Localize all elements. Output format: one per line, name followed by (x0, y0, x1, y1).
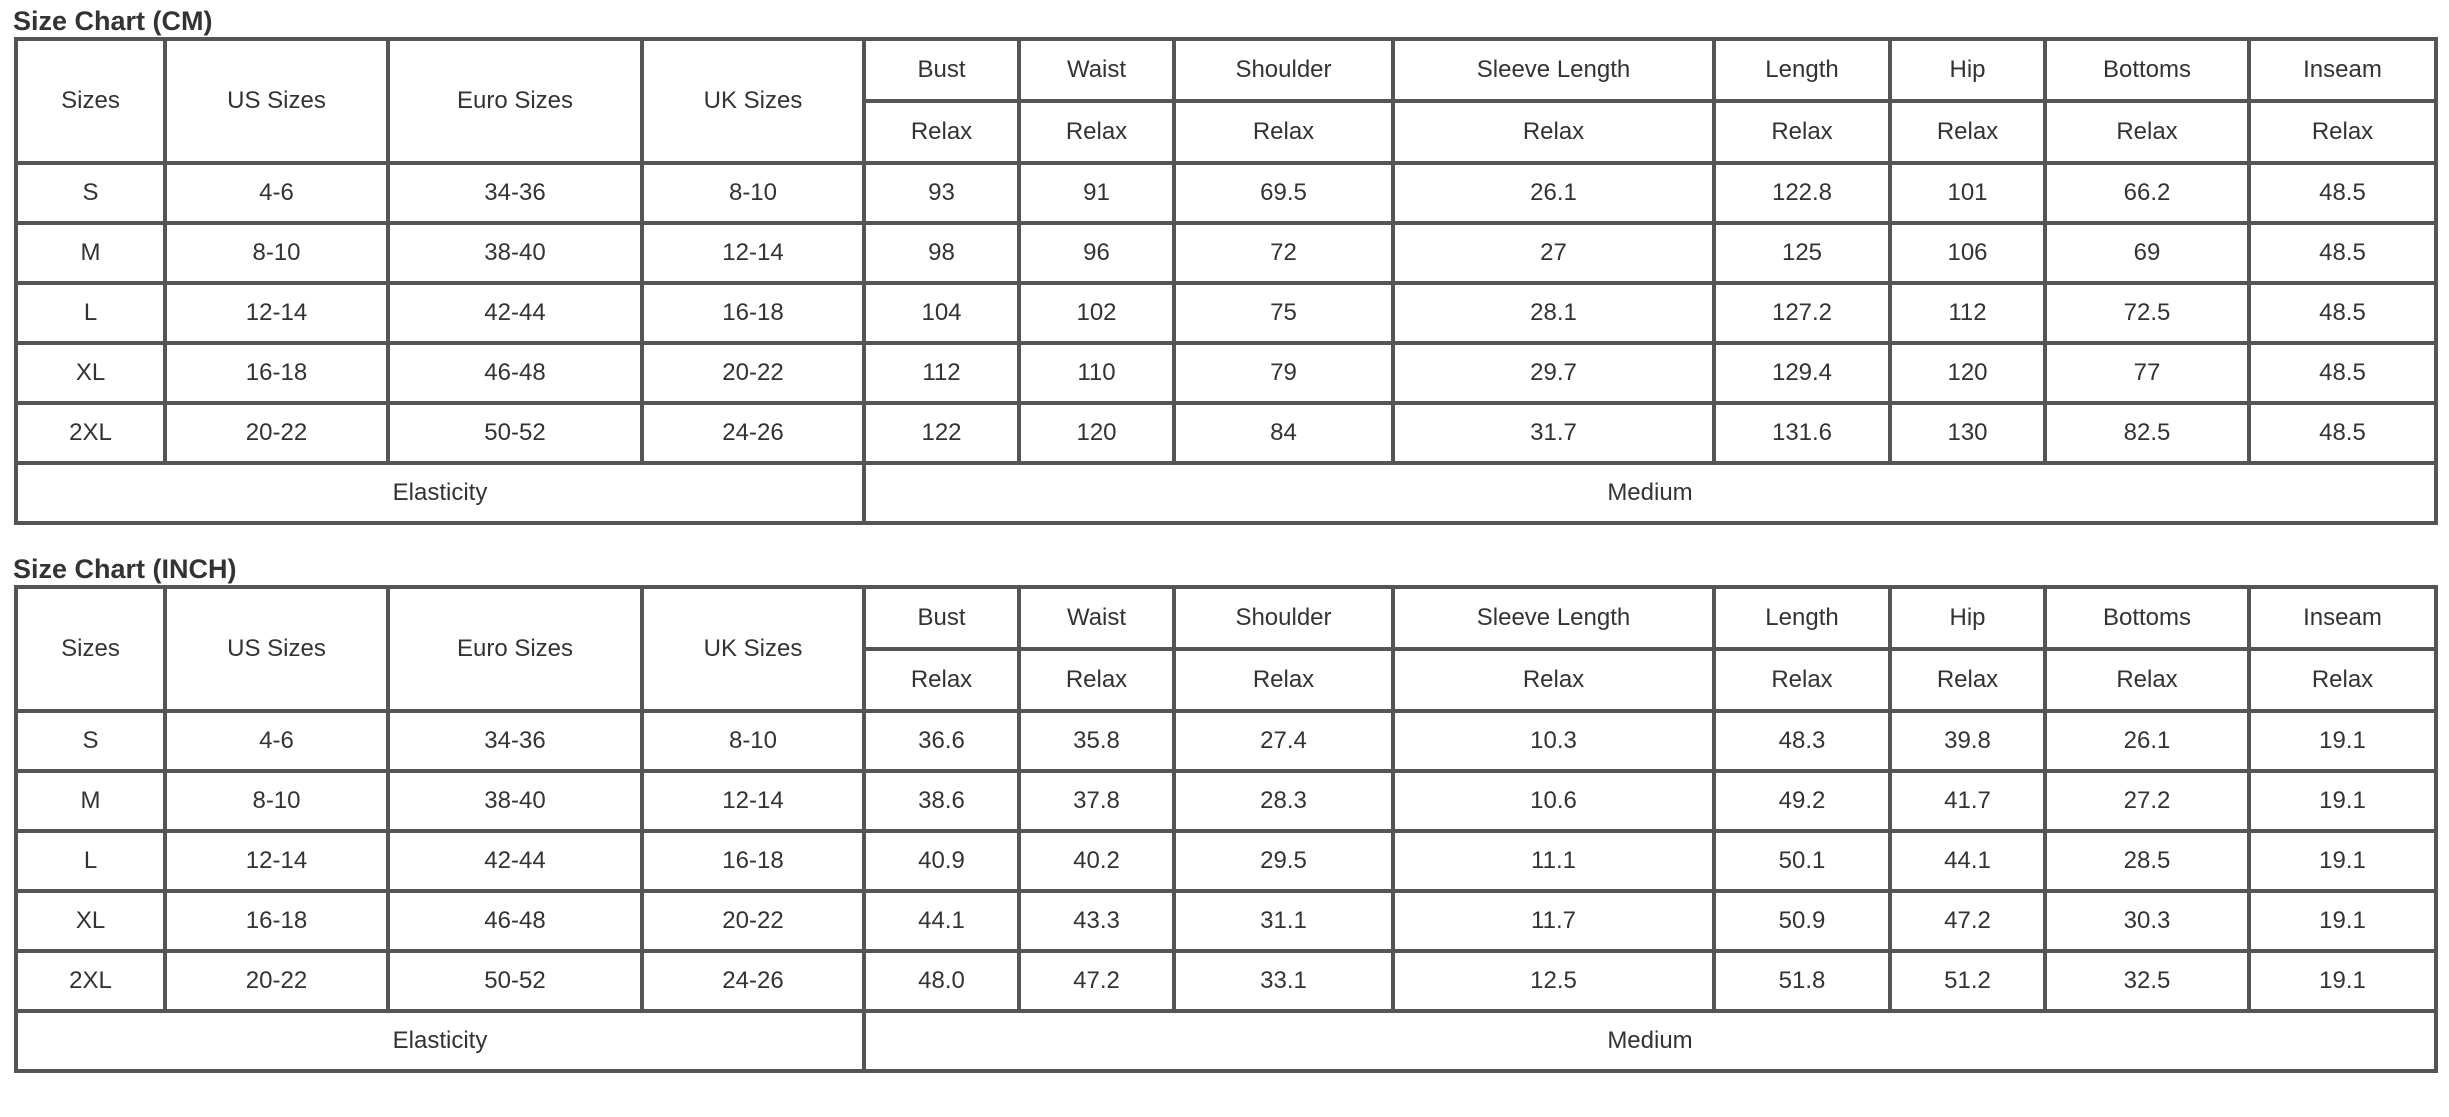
table-cell: 4-6 (165, 711, 388, 771)
table-cell: 31.7 (1393, 403, 1714, 463)
table-cell: 69 (2045, 223, 2249, 283)
header-inseam: Inseam (2249, 39, 2436, 101)
table-cell: 48.5 (2249, 163, 2436, 223)
table-cell: 34-36 (388, 163, 642, 223)
table-cell: 30.3 (2045, 891, 2249, 951)
table-cell: S (16, 711, 165, 771)
table-cell: 93 (864, 163, 1019, 223)
table-row (16, 891, 2436, 951)
table-row (16, 283, 2436, 343)
header-waist: Waist (1019, 587, 1174, 649)
table-cell: 42-44 (388, 283, 642, 343)
table-cell: 10.3 (1393, 711, 1714, 771)
table-cell: XL (16, 343, 165, 403)
table-cell: M (16, 771, 165, 831)
table-cell: 66.2 (2045, 163, 2249, 223)
table-cell: 102 (1019, 283, 1174, 343)
table-cell: 27 (1393, 223, 1714, 283)
table-cell: 38-40 (388, 771, 642, 831)
table-cell: 28.1 (1393, 283, 1714, 343)
size-table (14, 585, 2438, 1073)
table-cell: 101 (1890, 163, 2045, 223)
table-cell: 110 (1019, 343, 1174, 403)
table-cell: 26.1 (1393, 163, 1714, 223)
table-cell: 26.1 (2045, 711, 2249, 771)
table-cell: 75 (1174, 283, 1393, 343)
table-cell: 34-36 (388, 711, 642, 771)
table-cell: 72 (1174, 223, 1393, 283)
table-cell: L (16, 831, 165, 891)
table-cell: 4-6 (165, 163, 388, 223)
subheader-relax: Relax (864, 649, 1019, 711)
header-shoulder: Shoulder (1174, 587, 1393, 649)
table-cell: 51.8 (1714, 951, 1890, 1011)
table-row (16, 403, 2436, 463)
header-row (16, 587, 2436, 649)
table-cell: 27.4 (1174, 711, 1393, 771)
table-cell: 96 (1019, 223, 1174, 283)
table-cell: 48.5 (2249, 283, 2436, 343)
subheader-relax: Relax (864, 101, 1019, 163)
table-cell: 8-10 (642, 711, 864, 771)
table-cell: 77 (2045, 343, 2249, 403)
table-cell: 40.9 (864, 831, 1019, 891)
table-cell: 31.1 (1174, 891, 1393, 951)
table-cell: 46-48 (388, 891, 642, 951)
subheader-relax: Relax (2249, 649, 2436, 711)
table-cell: 79 (1174, 343, 1393, 403)
table-cell: 112 (1890, 283, 2045, 343)
subheader-relax: Relax (1393, 649, 1714, 711)
table-cell: 20-22 (642, 343, 864, 403)
table-cell: XL (16, 891, 165, 951)
table-row (16, 163, 2436, 223)
table-cell: 42-44 (388, 831, 642, 891)
table-cell: 29.7 (1393, 343, 1714, 403)
table-cell: 72.5 (2045, 283, 2249, 343)
header-waist: Waist (1019, 39, 1174, 101)
header-sizes: Sizes (16, 587, 165, 711)
table-cell: 28.3 (1174, 771, 1393, 831)
subheader-relax: Relax (1174, 101, 1393, 163)
table-cell: L (16, 283, 165, 343)
subheader-relax: Relax (2249, 101, 2436, 163)
table-cell: 20-22 (165, 951, 388, 1011)
table-cell: 12.5 (1393, 951, 1714, 1011)
chart-title: Size Chart (CM) (13, 6, 213, 36)
table-cell: 11.7 (1393, 891, 1714, 951)
elasticity-label: Elasticity (16, 1011, 864, 1071)
elasticity-value: Medium (864, 463, 2436, 523)
table-cell: 44.1 (864, 891, 1019, 951)
subheader-relax: Relax (1019, 101, 1174, 163)
table-cell: 19.1 (2249, 711, 2436, 771)
table-cell: 69.5 (1174, 163, 1393, 223)
elasticity-label: Elasticity (16, 463, 864, 523)
table-cell: 47.2 (1019, 951, 1174, 1011)
table-cell: 120 (1019, 403, 1174, 463)
table-cell: 36.6 (864, 711, 1019, 771)
table-cell: 2XL (16, 951, 165, 1011)
table-cell: 50.1 (1714, 831, 1890, 891)
header-sleeve-length: Sleeve Length (1393, 39, 1714, 101)
header-length: Length (1714, 39, 1890, 101)
header-shoulder: Shoulder (1174, 39, 1393, 101)
subheader-relax: Relax (1714, 649, 1890, 711)
footer-row (16, 463, 2436, 523)
elasticity-value: Medium (864, 1011, 2436, 1071)
table-cell: 120 (1890, 343, 2045, 403)
table-row (16, 951, 2436, 1011)
table-cell: 20-22 (165, 403, 388, 463)
table-cell: 43.3 (1019, 891, 1174, 951)
table-cell: 50-52 (388, 403, 642, 463)
table-cell: 12-14 (642, 223, 864, 283)
table-cell: 48.5 (2249, 223, 2436, 283)
table-cell: 40.2 (1019, 831, 1174, 891)
footer-row (16, 1011, 2436, 1071)
table-cell: 29.5 (1174, 831, 1393, 891)
header-uk-sizes: UK Sizes (642, 39, 864, 163)
table-cell: 38-40 (388, 223, 642, 283)
table-cell: 2XL (16, 403, 165, 463)
table-cell: 35.8 (1019, 711, 1174, 771)
chart-title: Size Chart (INCH) (13, 554, 237, 584)
subheader-relax: Relax (2045, 649, 2249, 711)
table-cell: 12-14 (165, 831, 388, 891)
header-bust: Bust (864, 587, 1019, 649)
table-cell: 122 (864, 403, 1019, 463)
header-us-sizes: US Sizes (165, 39, 388, 163)
table-cell: 44.1 (1890, 831, 2045, 891)
table-cell: 48.5 (2249, 403, 2436, 463)
table-cell: 19.1 (2249, 951, 2436, 1011)
header-us-sizes: US Sizes (165, 587, 388, 711)
table-cell: 131.6 (1714, 403, 1890, 463)
table-cell: 32.5 (2045, 951, 2249, 1011)
table-cell: 8-10 (165, 223, 388, 283)
table-cell: 50.9 (1714, 891, 1890, 951)
table-cell: 16-18 (165, 343, 388, 403)
table-cell: 19.1 (2249, 831, 2436, 891)
table-row (16, 711, 2436, 771)
table-cell: 129.4 (1714, 343, 1890, 403)
header-uk-sizes: UK Sizes (642, 587, 864, 711)
header-inseam: Inseam (2249, 587, 2436, 649)
subheader-relax: Relax (1019, 649, 1174, 711)
table-cell: 127.2 (1714, 283, 1890, 343)
table-cell: 8-10 (165, 771, 388, 831)
table-cell: 47.2 (1890, 891, 2045, 951)
table-cell: 48.3 (1714, 711, 1890, 771)
header-euro-sizes: Euro Sizes (388, 39, 642, 163)
table-cell: 12-14 (165, 283, 388, 343)
table-cell: 84 (1174, 403, 1393, 463)
table-cell: 82.5 (2045, 403, 2249, 463)
subheader-relax: Relax (1393, 101, 1714, 163)
table-cell: 98 (864, 223, 1019, 283)
table-cell: 28.5 (2045, 831, 2249, 891)
subheader-relax: Relax (2045, 101, 2249, 163)
table-cell: 125 (1714, 223, 1890, 283)
table-cell: 51.2 (1890, 951, 2045, 1011)
size-table (14, 37, 2438, 525)
header-sleeve-length: Sleeve Length (1393, 587, 1714, 649)
header-bottoms: Bottoms (2045, 587, 2249, 649)
subheader-relax: Relax (1890, 649, 2045, 711)
table-cell: 130 (1890, 403, 2045, 463)
table-cell: 48.0 (864, 951, 1019, 1011)
subheader-relax: Relax (1174, 649, 1393, 711)
header-sizes: Sizes (16, 39, 165, 163)
header-euro-sizes: Euro Sizes (388, 587, 642, 711)
subheader-relax: Relax (1890, 101, 2045, 163)
header-row (16, 39, 2436, 101)
table-cell: 104 (864, 283, 1019, 343)
table-cell: 91 (1019, 163, 1174, 223)
table-cell: 46-48 (388, 343, 642, 403)
table-cell: 41.7 (1890, 771, 2045, 831)
table-cell: 50-52 (388, 951, 642, 1011)
table-row (16, 771, 2436, 831)
table-cell: 20-22 (642, 891, 864, 951)
table-cell: S (16, 163, 165, 223)
table-row (16, 223, 2436, 283)
table-cell: 33.1 (1174, 951, 1393, 1011)
table-cell: 122.8 (1714, 163, 1890, 223)
table-cell: 19.1 (2249, 771, 2436, 831)
header-bottoms: Bottoms (2045, 39, 2249, 101)
table-cell: 19.1 (2249, 891, 2436, 951)
table-cell: 12-14 (642, 771, 864, 831)
table-cell: 27.2 (2045, 771, 2249, 831)
table-cell: 39.8 (1890, 711, 2045, 771)
table-cell: 37.8 (1019, 771, 1174, 831)
table-cell: 106 (1890, 223, 2045, 283)
table-cell: 16-18 (642, 831, 864, 891)
header-length: Length (1714, 587, 1890, 649)
header-hip: Hip (1890, 587, 2045, 649)
header-bust: Bust (864, 39, 1019, 101)
header-hip: Hip (1890, 39, 2045, 101)
table-row (16, 343, 2436, 403)
table-cell: 10.6 (1393, 771, 1714, 831)
table-row (16, 831, 2436, 891)
table-cell: 16-18 (642, 283, 864, 343)
table-cell: 24-26 (642, 403, 864, 463)
table-cell: 11.1 (1393, 831, 1714, 891)
table-cell: M (16, 223, 165, 283)
table-cell: 49.2 (1714, 771, 1890, 831)
subheader-relax: Relax (1714, 101, 1890, 163)
table-cell: 38.6 (864, 771, 1019, 831)
table-cell: 8-10 (642, 163, 864, 223)
table-cell: 24-26 (642, 951, 864, 1011)
table-cell: 48.5 (2249, 343, 2436, 403)
table-cell: 16-18 (165, 891, 388, 951)
table-cell: 112 (864, 343, 1019, 403)
